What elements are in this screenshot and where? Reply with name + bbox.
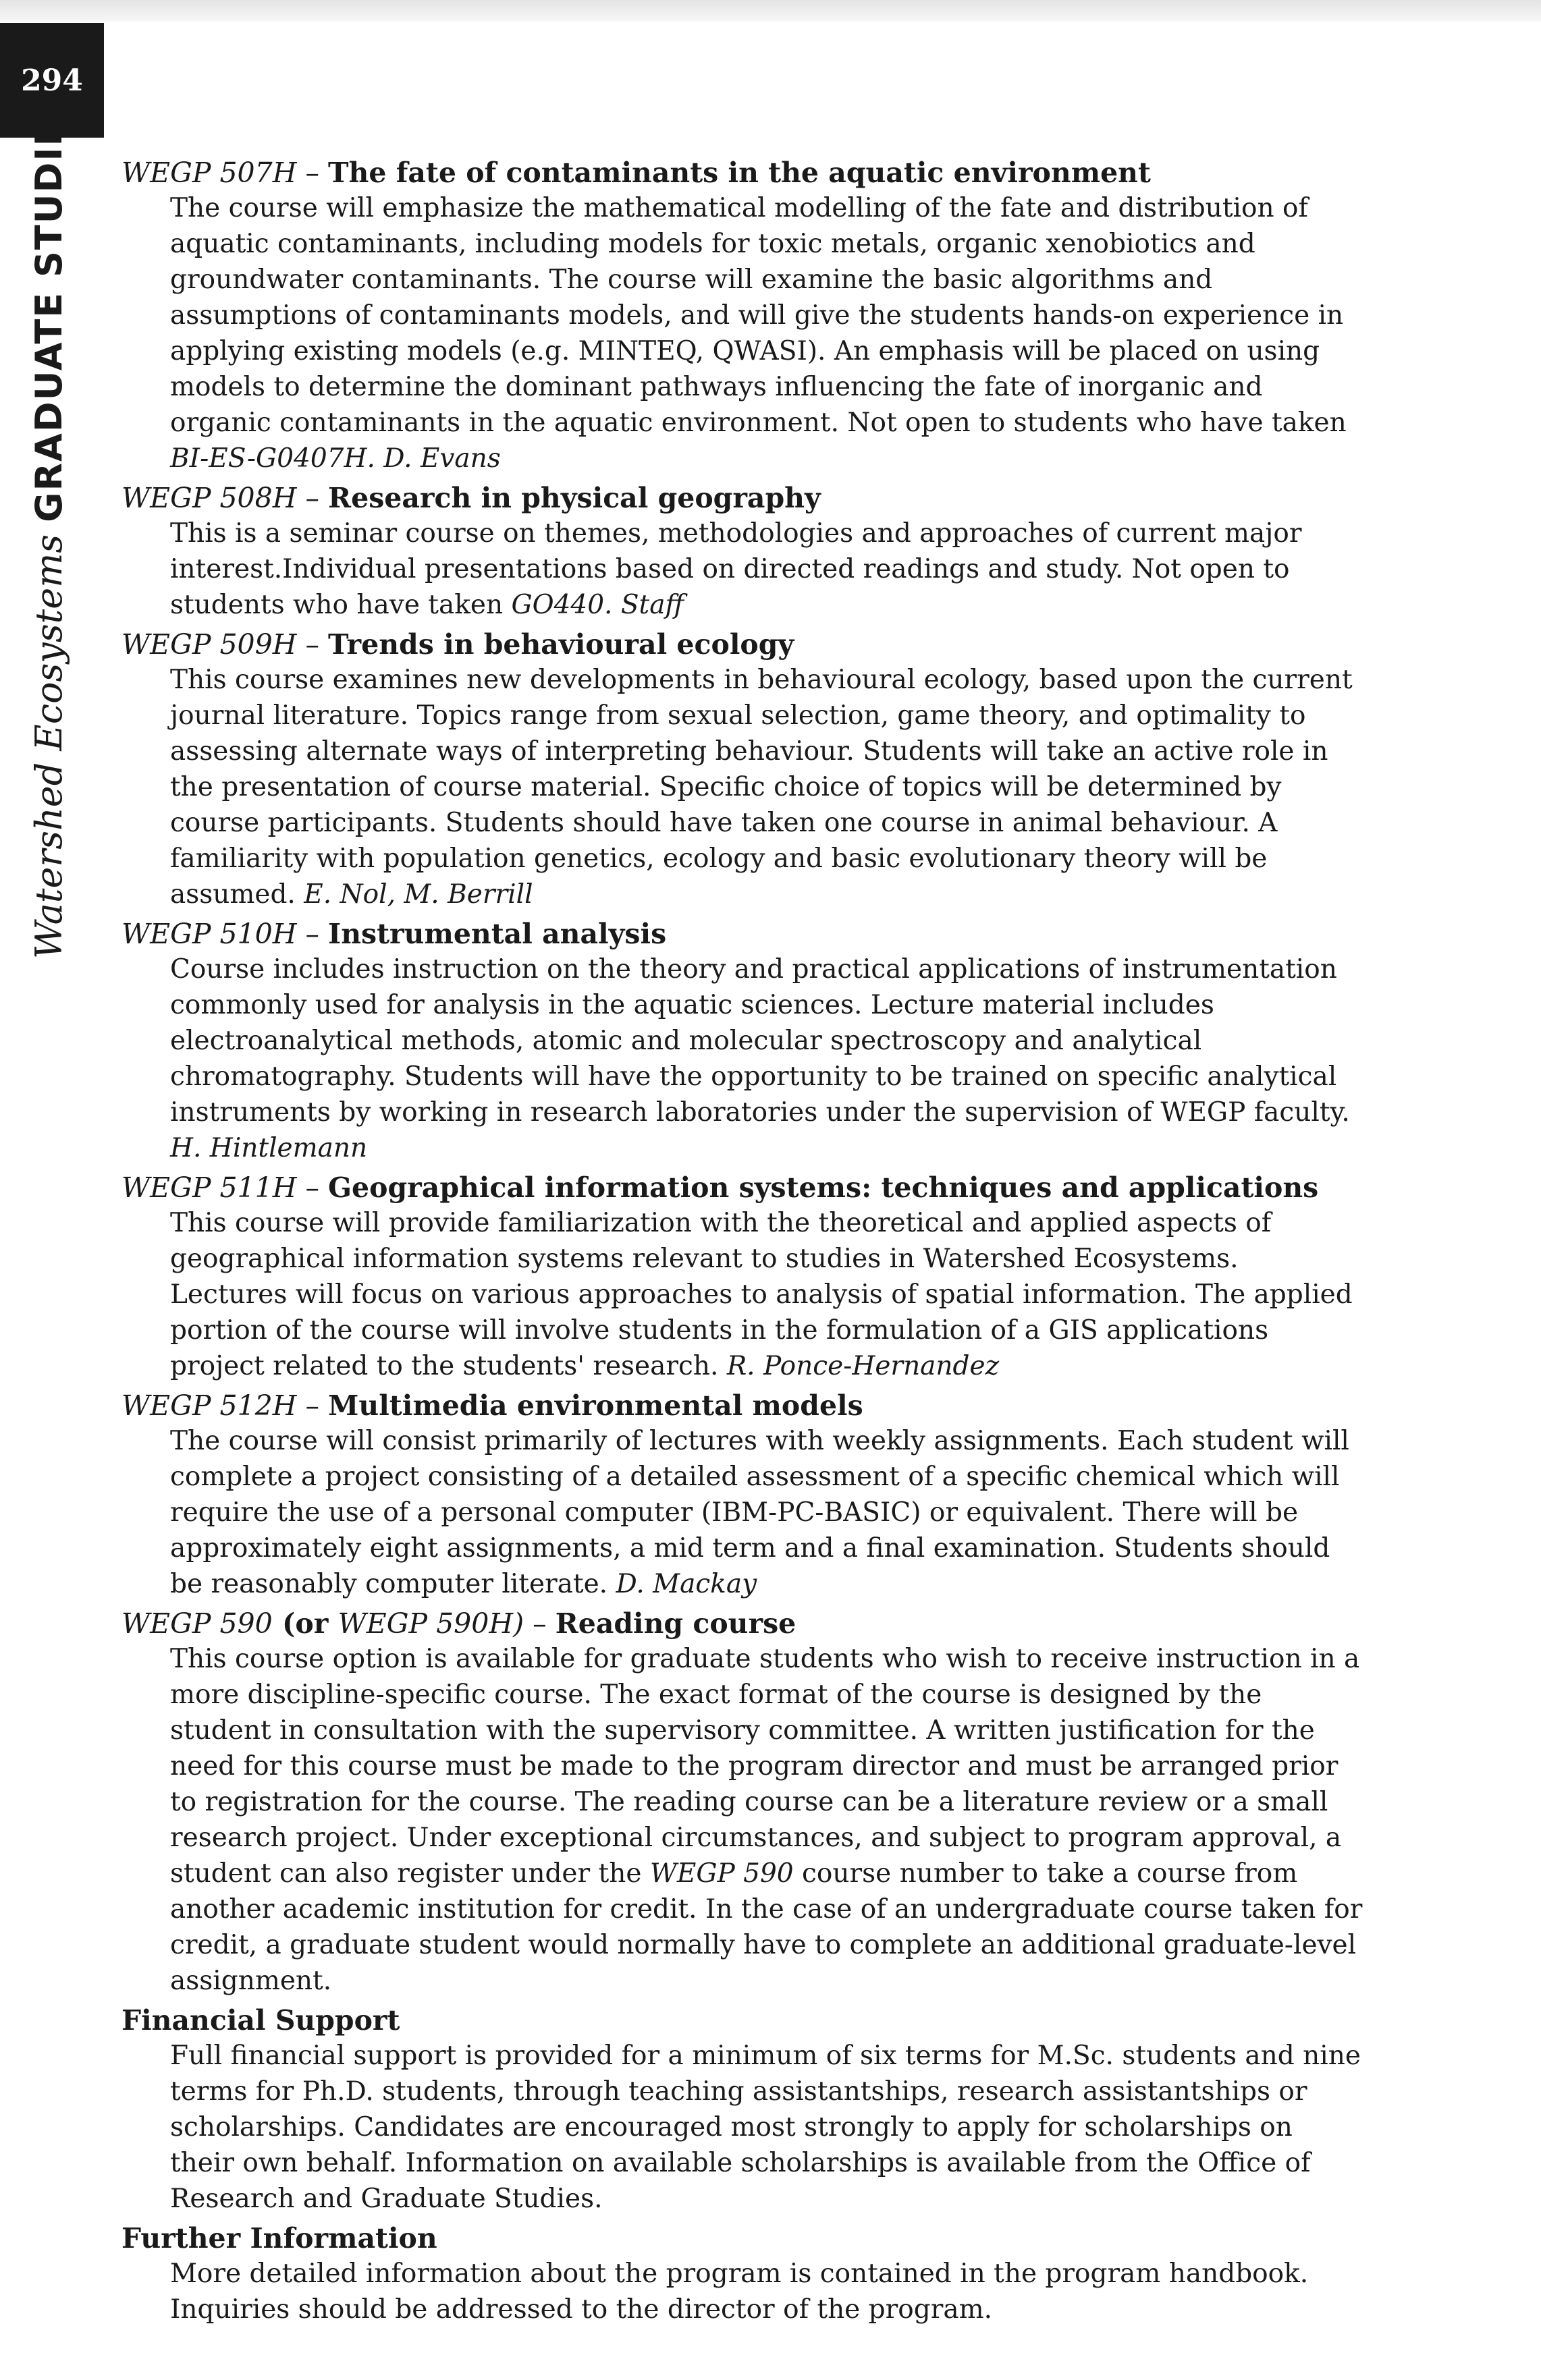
course-description-text: Course includes instruction on the theory and practical applications of instrumentation commonly used for analysis in the aquatic sciences. Lecture material includes electroanalytical methods, atomic and molecular spectroscopy and analytical chromatography. Students will have the opportunity to be trained on specific analytical instruments by working in research laboratories under the supervision of WEGP faculty. xyxy=(170,954,1350,1128)
reading-course-code: WEGP 590 xyxy=(121,1607,273,1640)
reading-course-heading: WEGP 590 (or WEGP 590H) – Reading course xyxy=(121,1607,796,1640)
reading-course-title: Reading course xyxy=(555,1607,796,1640)
reading-course-description xyxy=(170,1641,1363,1999)
section-heading: Financial Support xyxy=(121,2004,400,2037)
course-entry xyxy=(121,1388,1363,1602)
course-note: BI-ES-G0407H. D. Evans xyxy=(170,443,501,474)
course-description xyxy=(170,1423,1363,1602)
course-entry xyxy=(121,627,1363,912)
course-description-text: This is a seminar course on themes, methodologies and approaches of current major interest.Individual presentations based on directed readings and study. Not open to students who have taken xyxy=(170,518,1302,620)
course-entry xyxy=(121,1170,1363,1384)
course-code: WEGP 509H xyxy=(121,628,297,661)
course-description-text: The course will consist primarily of lectures with weekly assignments. Each student will complete a project consisting of a detailed assessment of a specific chemical which will require the use of a personal computer (IBM-PC-BASIC) or equivalent. There will be approximately eight assignments, a mid term and a final examination. Students should be reasonably computer literate. xyxy=(170,1426,1349,1599)
course-title: The fate of contaminants in the aquatic environment xyxy=(328,157,1151,189)
course-entry xyxy=(121,916,1363,1166)
course-description xyxy=(170,516,1363,623)
course-note: D. Mackay xyxy=(616,1569,757,1599)
course-entry xyxy=(121,155,1363,476)
course-entry xyxy=(121,480,1363,623)
section-body: More detailed information about the program is contained in the program handbook. Inquiries should be addressed to the director of the program. xyxy=(170,2259,1309,2325)
course-title: Instrumental analysis xyxy=(328,918,667,950)
course-code: WEGP 512H xyxy=(121,1389,297,1422)
reading-course-text-before: This course option is available for graduate students who wish to receive instruction in a more discipline-specific course. The exact format of the course is designed by the student in consultation with the supervisory committee. A written justification for the need for this course must be made to the program director and must be arranged prior to registration for the course. The reading course can be a literature review or a small research project. Under exceptional circumstances, and subject to program approval, a student can also register under the xyxy=(170,1644,1360,1889)
course-heading: WEGP 509H – Trends in behavioural ecology xyxy=(121,628,794,661)
course-description xyxy=(170,1205,1363,1384)
info-section xyxy=(121,2003,1363,2217)
course-note: GO440. Staff xyxy=(511,590,684,620)
section-body: Full financial support is provided for a minimum of six terms for M.Sc. students and nine terms for Ph.D. students, through teaching assistantships, research assistantships or scholarships. Candidates are encouraged most strongly to apply for scholarships on their own behalf. Information on available scholarships is available from the Office of Research and Graduate Studies. xyxy=(170,2041,1361,2214)
top-scan-edge xyxy=(0,0,1541,22)
course-description-text: This course will provide familiarization with the theoretical and applied aspects of geographical information systems relevant to studies in Watershed Ecosystems. Lectures will focus on various approaches to analysis of spatial information. The applied portion of the course will involve students in the formulation of a GIS applications project related to the students' research. xyxy=(170,1208,1353,1381)
course-description-text: The course will emphasize the mathematical modelling of the fate and distribution of aquatic contaminants, including models for toxic metals, organic xenobiotics and groundwater contaminants. The course will examine the basic algorithms and assumptions of contaminants models, and will give the students hands-on experience in applying existing models (e.g. MINTEQ, QWASI). An emphasis will be placed on using models to determine the dominant pathways influencing the fate of inorganic and organic contaminants in the aquatic environment. Not open to students who have taken xyxy=(170,193,1347,438)
course-note: R. Ponce-Hernandez xyxy=(726,1351,1000,1381)
reading-course-entry xyxy=(121,1606,1363,1999)
info-section xyxy=(121,2221,1363,2327)
course-heading: WEGP 512H – Multimedia environmental models xyxy=(121,1389,863,1422)
course-code: WEGP 510H xyxy=(121,918,297,950)
page-number: 294 xyxy=(21,63,83,98)
side-section-name: GRADUATE STUDIES xyxy=(28,92,70,522)
course-code: WEGP 508H xyxy=(121,482,297,514)
course-heading: WEGP 511H – Geographical information systems: techniques and applications xyxy=(121,1171,1319,1204)
side-header-text xyxy=(28,92,70,960)
course-title: Research in physical geography xyxy=(328,482,821,514)
side-program-name: Watershed Ecosystems xyxy=(28,534,70,960)
course-description xyxy=(170,951,1363,1166)
page-content xyxy=(121,155,1363,2331)
section-heading: Further Information xyxy=(121,2222,437,2254)
reading-course-or: (or xyxy=(281,1607,329,1640)
course-code: WEGP 507H xyxy=(121,157,297,189)
course-heading: WEGP 508H – Research in physical geography xyxy=(121,482,821,514)
reading-course-inline-code: WEGP 590 xyxy=(649,1858,794,1889)
course-description xyxy=(170,190,1363,476)
side-header xyxy=(0,92,99,960)
course-heading: WEGP 510H – Instrumental analysis xyxy=(121,918,667,950)
course-title: Geographical information systems: techniques and applications xyxy=(328,1171,1319,1204)
course-description-text: This course examines new developments in behavioural ecology, based upon the current journal literature. Topics range from sexual selection, game theory, and optimality to assessing alternate ways of interpreting behaviour. Students will take an active role in the presentation of course material. Specific choice of topics will be determined by course participants. Students should have taken one course in animal behaviour. A familiarity with population genetics, ecology and basic evolutionary theory will be assumed. xyxy=(170,665,1353,910)
course-title: Trends in behavioural ecology xyxy=(328,628,794,661)
reading-course-alt-code: WEGP 590H) xyxy=(337,1607,524,1640)
course-note: H. Hintlemann xyxy=(170,1133,368,1163)
course-heading: WEGP 507H – The fate of contaminants in the aquatic environment xyxy=(121,157,1151,189)
course-code: WEGP 511H xyxy=(121,1171,297,1204)
course-title: Multimedia environmental models xyxy=(328,1389,863,1422)
reading-course-text-after: course number to take a course from another academic institution for credit. In the case of an undergraduate course taken for credit, a graduate student would normally have to complete an additional graduate-level assignment. xyxy=(170,1858,1363,1996)
course-description xyxy=(170,662,1363,912)
course-note: E. Nol, M. Berrill xyxy=(304,879,533,910)
